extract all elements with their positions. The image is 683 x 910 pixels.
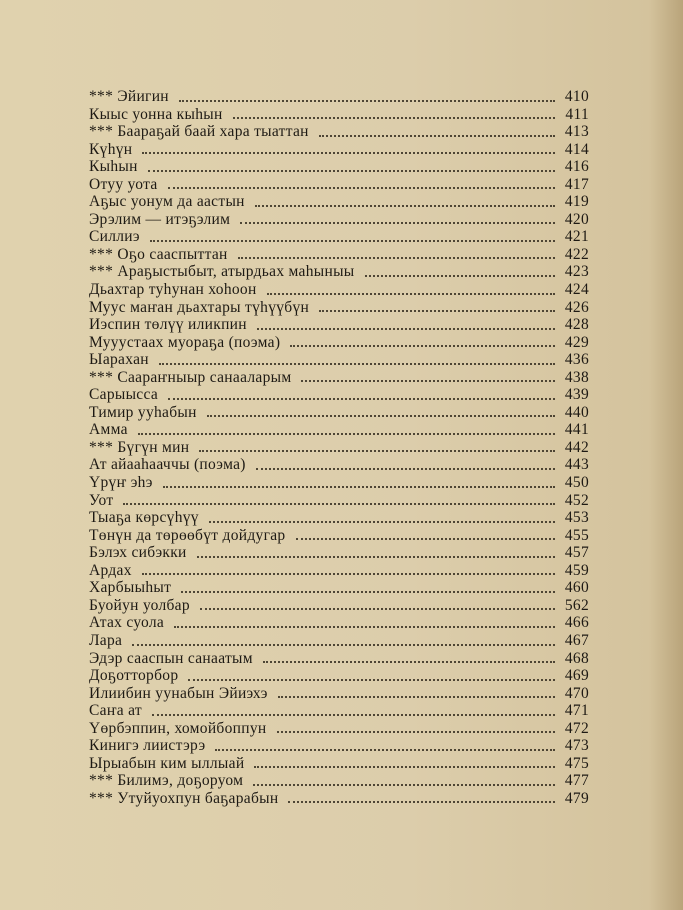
dot-leader	[319, 135, 555, 137]
toc-entry-title: *** Эйигин	[89, 88, 169, 105]
dot-leader	[148, 170, 555, 172]
dot-leader	[278, 696, 555, 698]
toc-entry	[89, 246, 589, 264]
toc-entry-title: Сарыысса	[89, 386, 159, 404]
dot-leader	[188, 679, 555, 681]
dot-leader	[267, 293, 555, 295]
toc-entry	[89, 650, 589, 668]
dot-leader	[253, 784, 555, 786]
toc-entry-title: *** Саараҥныыр санааларым	[89, 368, 292, 386]
toc-entry	[89, 509, 589, 527]
toc-entry	[89, 544, 589, 562]
dot-leader	[263, 661, 555, 663]
dot-leader	[168, 187, 555, 189]
dot-leader	[123, 503, 555, 505]
dot-leader	[174, 626, 555, 628]
toc-entry-title: Уот	[89, 491, 114, 509]
dot-leader	[181, 591, 555, 593]
toc-entry-title: Илиибин уунабын Эйиэхэ	[89, 684, 268, 702]
toc-entry-page: 460	[564, 579, 589, 597]
table-of-contents	[89, 88, 589, 807]
dot-leader	[179, 100, 555, 102]
dot-leader	[209, 521, 555, 523]
toc-entry-page: 429	[564, 333, 589, 351]
dot-leader	[238, 257, 555, 259]
toc-entry-title: Дьахтар туһунан хоһоон	[89, 281, 257, 299]
toc-entry	[89, 228, 589, 246]
toc-entry-page: 562	[564, 596, 589, 614]
toc-entry	[89, 685, 589, 703]
dot-leader	[257, 328, 555, 330]
toc-entry-page: 413	[564, 123, 589, 141]
dot-leader	[197, 556, 555, 558]
toc-entry-page: 443	[564, 456, 589, 474]
toc-entry	[89, 106, 589, 124]
toc-entry-title: Ардах	[89, 561, 132, 579]
toc-entry-title: Атах суола	[89, 614, 165, 632]
toc-entry	[89, 755, 589, 773]
toc-entry	[89, 667, 589, 685]
toc-entry-title: Харбыыһыт	[89, 579, 172, 597]
dot-leader	[365, 275, 555, 277]
toc-entry-page: 428	[564, 316, 589, 334]
toc-entry-page: 420	[564, 210, 589, 228]
toc-entry-page: 459	[564, 561, 589, 579]
toc-entry-title: *** Оҕо сааспыттан	[89, 245, 228, 263]
toc-entry-title: *** Утуйуохпун баҕарабын	[89, 789, 279, 807]
toc-entry-page: 442	[564, 438, 589, 456]
dot-leader	[168, 398, 555, 400]
dot-leader	[152, 714, 555, 716]
toc-entry	[89, 720, 589, 738]
toc-entry-page: 467	[564, 631, 589, 649]
toc-entry	[89, 123, 589, 141]
toc-entry	[89, 263, 589, 281]
toc-entry-page: 450	[564, 474, 589, 492]
toc-entry	[89, 369, 589, 387]
toc-entry-title: Кинигэ лиистэрэ	[89, 737, 206, 755]
toc-entry-page: 469	[564, 667, 589, 685]
toc-entry	[89, 281, 589, 299]
toc-entry-title: Ат айааһааччы (поэма)	[89, 456, 246, 474]
toc-entry-page: 477	[564, 772, 589, 790]
toc-entry-page: 410	[564, 88, 589, 105]
toc-entry-title: Үөрбэппин, хомойбоппун	[89, 719, 267, 737]
dot-leader	[254, 766, 555, 768]
toc-entry-title: Саҥа ат	[89, 702, 142, 720]
dot-leader	[215, 749, 555, 751]
toc-entry-page: 466	[564, 614, 589, 632]
toc-entry-page: 411	[565, 105, 589, 123]
dot-leader	[150, 240, 555, 242]
dot-leader	[200, 608, 555, 610]
toc-entry-page: 424	[564, 281, 589, 299]
dot-leader	[319, 310, 555, 312]
toc-entry-page: 468	[564, 649, 589, 667]
toc-entry-page: 416	[564, 158, 589, 176]
toc-entry	[89, 737, 589, 755]
toc-entry-page: 472	[564, 719, 589, 737]
toc-entry-title: Лара	[89, 631, 123, 649]
toc-entry	[89, 299, 589, 317]
toc-entry-title: Эдэр сааспын санаатым	[89, 649, 253, 667]
dot-leader	[256, 468, 555, 470]
toc-entry	[89, 527, 589, 545]
toc-entry-title: Тыаҕа көрсүһүү	[89, 509, 199, 527]
toc-entry-title: Бэлэх сибэкки	[89, 544, 187, 562]
toc-entry-title: *** Бүгүн мин	[89, 438, 190, 456]
dot-leader	[142, 573, 555, 575]
toc-entry-page: 473	[564, 737, 589, 755]
toc-entry	[89, 158, 589, 176]
toc-entry-page: 441	[564, 421, 589, 439]
dot-leader	[207, 415, 555, 417]
dot-leader	[255, 205, 555, 207]
toc-entry	[89, 474, 589, 492]
toc-entry-title: Эрэлим — итэҕэлим	[89, 210, 231, 228]
toc-entry	[89, 176, 589, 194]
toc-entry-title: Отуу уота	[89, 175, 158, 193]
dot-leader	[138, 433, 555, 435]
toc-entry-page: 438	[564, 368, 589, 386]
toc-entry	[89, 88, 589, 106]
toc-entry-title: Доҕотторбор	[89, 667, 179, 685]
dot-leader	[199, 450, 555, 452]
toc-entry	[89, 632, 589, 650]
toc-entry-title: Буойун уолбар	[89, 596, 190, 614]
toc-entry-page: 453	[564, 509, 589, 527]
toc-entry-page: 426	[564, 298, 589, 316]
toc-entry-page: 440	[564, 403, 589, 421]
toc-entry-title: Мууустаах муораҕа (поэма)	[89, 333, 281, 351]
toc-entry-title: Күһүн	[89, 140, 133, 158]
toc-entry	[89, 351, 589, 369]
toc-entry-page: 452	[564, 491, 589, 509]
dot-leader	[240, 222, 555, 224]
toc-entry	[89, 614, 589, 632]
toc-entry	[89, 597, 589, 615]
toc-entry-title: *** Билимэ, доҕоруом	[89, 772, 244, 790]
toc-entry	[89, 404, 589, 422]
dot-leader	[301, 380, 555, 382]
dot-leader	[233, 117, 555, 119]
dot-leader	[296, 538, 555, 540]
toc-entry-title: Муус маҥан дьахтары түһүүбүн	[89, 298, 310, 316]
toc-entry	[89, 702, 589, 720]
toc-entry-title: Кыһын	[89, 158, 138, 176]
dot-leader	[142, 152, 555, 154]
toc-entry-page: 414	[564, 140, 589, 158]
toc-entry-title: Тимир ууһабын	[89, 403, 197, 421]
toc-entry	[89, 772, 589, 790]
toc-entry-page: 436	[564, 351, 589, 369]
toc-entry-title: Кыыс уонна кыһын	[89, 105, 223, 123]
toc-entry	[89, 211, 589, 229]
toc-entry-page: 479	[564, 789, 589, 807]
toc-entry-title: *** Араҕыстыбыт, атырдьах маһыныы	[89, 263, 355, 281]
toc-entry	[89, 790, 589, 808]
dot-leader	[288, 801, 555, 803]
toc-entry-title: Силлиэ	[89, 228, 140, 246]
toc-entry	[89, 316, 589, 334]
toc-entry-page: 475	[564, 754, 589, 772]
dot-leader	[290, 345, 555, 347]
toc-entry-title: *** Баараҕай баай хара тыаттан	[89, 123, 309, 141]
toc-entry-page: 419	[564, 193, 589, 211]
toc-entry-page: 421	[564, 228, 589, 246]
toc-entry-page: 423	[564, 263, 589, 281]
toc-entry-title: Иэспин төлүү иликпин	[89, 316, 247, 334]
toc-entry-page: 417	[564, 175, 589, 193]
toc-entry	[89, 492, 589, 510]
toc-entry-title: Аҕыс уонум да аастын	[89, 193, 245, 211]
toc-entry-title: Амма	[89, 421, 128, 439]
dot-leader	[132, 644, 555, 646]
toc-entry	[89, 421, 589, 439]
toc-entry	[89, 579, 589, 597]
dot-leader	[163, 486, 555, 488]
toc-entry-page: 457	[564, 544, 589, 562]
toc-entry	[89, 456, 589, 474]
toc-entry	[89, 334, 589, 352]
toc-entry-title: Үрүҥ эһэ	[89, 474, 153, 492]
toc-entry	[89, 193, 589, 211]
toc-entry-page: 455	[564, 526, 589, 544]
toc-entry-page: 470	[564, 684, 589, 702]
toc-entry	[89, 562, 589, 580]
dot-leader	[159, 363, 555, 365]
toc-entry-page: 422	[564, 245, 589, 263]
toc-entry-title: Ырыабын ким ыллыай	[89, 754, 245, 772]
toc-entry-title: Төнүн да төрөөбүт дойдугар	[89, 526, 286, 544]
toc-entry-title: Ыарахан	[89, 351, 149, 369]
dot-leader	[277, 731, 555, 733]
toc-entry	[89, 386, 589, 404]
toc-entry	[89, 439, 589, 457]
toc-entry	[89, 141, 589, 159]
toc-entry-page: 439	[564, 386, 589, 404]
toc-entry-page: 471	[564, 702, 589, 720]
